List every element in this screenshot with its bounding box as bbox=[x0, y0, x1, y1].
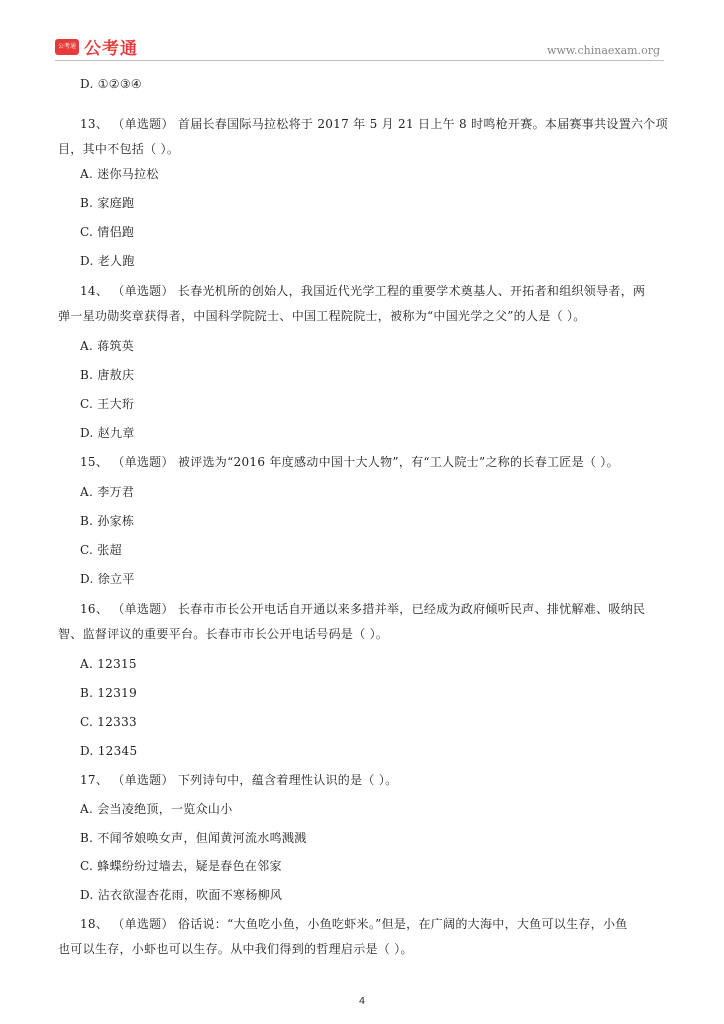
header-divider bbox=[55, 60, 664, 61]
answer-option: B. 不闻爷娘唤女声，但闻黄河流水鸣溅溅 bbox=[80, 831, 307, 845]
question-stem: 18、 （单选题） 俗话说：“大鱼吃小鱼，小鱼吃虾米。”但是，在广阔的大海中，大鱼可以生存，小鱼 bbox=[80, 917, 628, 931]
question-stem: 16、 （单选题） 长春市市长公开电话自开通以来多措并举，已经成为政府倾听民声、排忧解难、吸纳民 bbox=[80, 602, 646, 616]
question-stem-continuation: 弹一星功勋奖章获得者，中国科学院院士、中国工程院院士，被称为“中国光学之父”的人是（ ）。 bbox=[58, 309, 586, 323]
answer-option: B. 12319 bbox=[80, 686, 138, 700]
answer-option: B. 唐敖庆 bbox=[80, 368, 135, 382]
answer-option: C. 情侣跑 bbox=[80, 225, 135, 239]
question-stem-continuation: 智、监督评议的重要平台。长春市市长公开电话号码是（ ）。 bbox=[58, 627, 389, 641]
answer-option: A. 12315 bbox=[80, 657, 137, 671]
answer-option: B. 孙家栋 bbox=[80, 514, 135, 528]
brand-logo bbox=[55, 34, 138, 59]
answer-option: C. 12333 bbox=[80, 715, 137, 729]
answer-option: A. 李万君 bbox=[80, 485, 135, 499]
answer-option: C. 王大珩 bbox=[80, 397, 135, 411]
answer-option: A. 会当凌绝顶，一览众山小 bbox=[80, 802, 233, 816]
question-stem: 15、 （单选题） 被评选为“2016 年度感动中国十大人物”，有“工人院士”之称的长春工匠是（ ）。 bbox=[80, 455, 619, 469]
site-url: www.chinaexam.org bbox=[547, 44, 660, 57]
logo-text: 公考通 bbox=[84, 39, 138, 59]
answer-option: A. 迷你马拉松 bbox=[80, 167, 159, 181]
answer-option: D. 徐立平 bbox=[80, 572, 135, 586]
answer-option: D. 沾衣欲湿杏花雨，吹面不寒杨柳风 bbox=[80, 888, 283, 902]
question-stem-continuation: 目，其中不包括（ ）。 bbox=[58, 142, 180, 156]
answer-option: B. 家庭跑 bbox=[80, 196, 135, 210]
page-header bbox=[0, 0, 724, 62]
answer-option: A. 蒋筑英 bbox=[80, 339, 135, 353]
question-stem: 13、 （单选题） 首届长春国际马拉松将于 2017 年 5 月 21 日上午 8 时鸣枪开赛。本届赛事共设置六个项 bbox=[80, 117, 668, 131]
question-stem: 17、 （单选题） 下列诗句中，蕴含着理性认识的是（ ）。 bbox=[80, 773, 398, 787]
question-stem-continuation: 也可以生存，小虾也可以生存。从中我们得到的哲理启示是（ ）。 bbox=[58, 942, 413, 956]
question-stem: 14、 （单选题） 长春光机所的创始人，我国近代光学工程的重要学术奠基人、开拓者和组织领导者，两 bbox=[80, 284, 646, 298]
page-number: 4 bbox=[358, 996, 366, 1007]
logo-mark-icon: 公考通 bbox=[55, 39, 79, 55]
answer-option: C. 蜂蝶纷纷过墙去，疑是春色在邻家 bbox=[80, 859, 282, 873]
answer-option: D. 赵九章 bbox=[80, 426, 135, 440]
answer-option: D. 12345 bbox=[80, 744, 138, 758]
answer-option: D. ①②③④ bbox=[80, 77, 142, 91]
answer-option: D. 老人跑 bbox=[80, 254, 135, 268]
answer-option: C. 张超 bbox=[80, 543, 122, 557]
